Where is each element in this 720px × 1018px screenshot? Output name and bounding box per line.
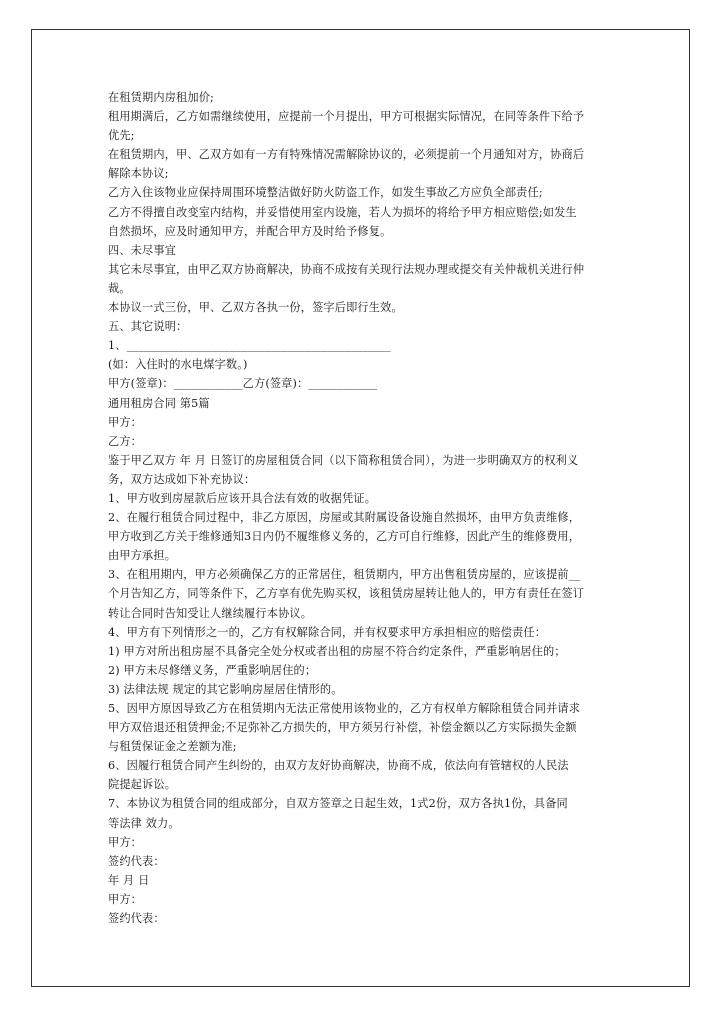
text-line: 鉴于甲乙双方 年 月 日签订的房屋租赁合同（以下简称租赁合同），为进一步明确双方的权利义: [108, 453, 579, 467]
sub-clause-item: 2) 甲方未尽修缮义务，严重影响居住的；: [108, 663, 317, 677]
section-heading: 四、未尽事宜: [108, 243, 177, 257]
clause-item: 1、甲方收到房屋款后应该开具合法有效的收据凭证。: [108, 491, 377, 505]
party-b-label: 乙方：: [108, 434, 143, 448]
contract-title: 通用租房合同 第5篇: [108, 396, 210, 410]
text-line: 甲方收到乙方关于维修通知3日内仍不履维修义务的，乙方可自行维修，因此产生的维修费用，: [108, 530, 581, 544]
text-line: 乙方不得擅自改变室内结构，并妥惜使用室内设施，若人为损坏的将给予甲方相应赔偿;如发生: [108, 205, 577, 219]
text-line: 优先;: [108, 129, 135, 143]
document-body: [108, 88, 616, 928]
signatory-label: 签约代表：: [108, 912, 165, 926]
text-line: 务，双方达成如下补充协议：: [108, 472, 256, 486]
text-line: 与租赁保证金之差额为准;: [108, 740, 237, 754]
sub-clause-item: 3) 法律法规 规定的其它影响房屋居住情形的。: [108, 682, 343, 696]
text-line: 其它未尽事宜，由甲乙双方协商解决，协商不成按有关现行法规办理或提交有关仲裁机关进行仲: [108, 262, 585, 276]
clause-item: 6、因履行租赁合同产生纠纷的，由双方友好协商解决，协商不成，依法向有管辖权的人民法: [108, 759, 569, 773]
text-line: 本协议一式三份，甲、乙双方各执一份，签字后即行生效。: [108, 301, 403, 315]
signature-line: 甲方(签章)：____________乙方(签章)：____________: [108, 377, 378, 391]
party-a-label: 甲方：: [108, 835, 143, 849]
text-line: 在租赁期内，甲、乙双方如有一方有特殊情况需解除协议的，必须提前一个月通知对方，协商后: [108, 148, 585, 162]
clause-item: 4、甲方有下列情形之一的，乙方有权解除合同，并有权要求甲方承担相应的赔偿责任：: [108, 625, 547, 639]
text-line: 等法律 效力。: [108, 816, 180, 830]
text-line: 在租赁期内房租加价;: [108, 91, 214, 104]
signatory-label: 签约代表：: [108, 854, 165, 868]
text-line: 裁。: [108, 281, 131, 295]
clause-item: 5、因甲方原因导致乙方在租赁期内无法正常使用该物业的，乙方有权单方解除租赁合同并请求: [108, 702, 581, 715]
text-line: 1、______________________________________________: [108, 339, 391, 353]
text-line: 租用期满后，乙方如需继续使用，应提前一个月提出，甲方可根据实际情况，在同等条件下给予: [108, 110, 585, 124]
clause-item: 3、在租用期内，甲方必须确保乙方的正常居住，租赁期内，甲方出售租赁房屋的，应该提前__: [108, 568, 581, 582]
sub-clause-item: 1) 甲方对所出租房屋不具备完全处分权或者出租的房屋不符合约定条件，严重影响居住的；: [108, 644, 566, 658]
text-line: 由甲方承担。: [108, 549, 177, 563]
text-line: 甲方双倍退还租赁押金;不足弥补乙方损失的，甲方须另行补偿，补偿金额以乙方实际损失金额: [108, 721, 577, 735]
party-a-label: 甲方：: [108, 892, 143, 906]
section-heading: 五、其它说明：: [108, 320, 188, 334]
text-line: 解除本协议;: [108, 167, 169, 181]
text-line: 院提起诉讼。: [108, 778, 177, 792]
clause-item: 7、本协议为租赁合同的组成部分，自双方签章之日起生效，1式2份，双方各执1份，具备同: [108, 797, 568, 811]
text-line: 自然损坏，应及时通知甲方，并配合甲方及时给予修复。: [108, 224, 392, 238]
text-line: 乙方入住该物业应保持周围环境整洁做好防火防盗工作，如发生事故乙方应负全部责任;: [108, 186, 543, 200]
clause-item: 2、在履行租赁合同过程中，非乙方原因，房屋或其附属设备设施自然损坏，由甲方负责维修，: [108, 511, 581, 525]
party-a-label: 甲方：: [108, 415, 143, 429]
date-line: 年 月 日: [108, 873, 150, 887]
text-line: (如：入住时的水电煤字数。): [108, 358, 248, 372]
text-line: 个月告知乙方，同等条件下，乙方享有优先购买权，该租赁房屋转让他人的，甲方有责任在签订: [108, 587, 585, 601]
text-line: 转让合同时告知受让人继续履行本协议。: [108, 606, 313, 620]
